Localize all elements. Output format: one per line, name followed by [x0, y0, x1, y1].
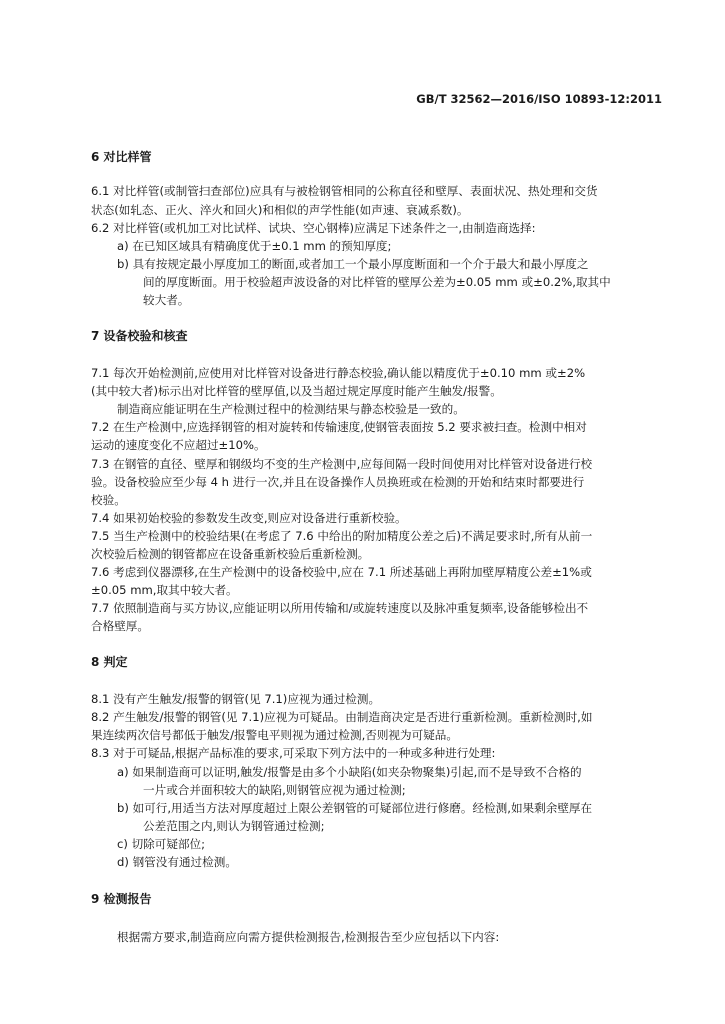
item-8-3-a-line-2: 一片或合并面积较大的缺陷,则钢管应视为通过检测; [143, 783, 406, 797]
clause-6-2: 6.2 对比样管(或机加工对比试样、试块、空心钢棒)应满足下述条件之一,由制造商选择: [91, 221, 536, 235]
clause-7-7-line-1: 7.7 依照制造商与买方协议,应能证明以所用传输和/或旋转速度以及脉冲重复频率,设备能够检出不 [91, 601, 589, 615]
clause-7-1-paragraph-2: 制造商应能证明在生产检测过程中的检测结果与静态校验是一致的。 [117, 402, 465, 416]
item-8-3-d: d) 钢管没有通过检测。 [117, 855, 237, 869]
clause-7-1-line-2: (其中较大者)标示出对比样管的壁厚值,以及当超过规定厚度时能产生触发/报警。 [91, 384, 502, 398]
clause-7-3-line-2: 验。设备校验应至少每 4 h 进行一次,并且在设备操作人员换班或在检测的开始和结束时都要进行 [91, 475, 585, 489]
section-6-title: 6 对比样管 [91, 150, 152, 164]
clause-7-6-line-2: ±0.05 mm,取其中较大者。 [91, 583, 238, 597]
item-6-2-b-line-1: b) 具有按规定最小厚度加工的断面,或者加工一个最小厚度断面和一个介于最大和最小厚度之 [117, 257, 589, 271]
clause-7-4: 7.4 如果初始校验的参数发生改变,则应对设备进行重新校验。 [91, 511, 407, 525]
item-6-2-a: a) 在已知区域具有精确度优于±0.1 mm 的预知厚度; [117, 239, 392, 253]
clause-7-6-line-1: 7.6 考虑到仪器漂移,在生产检测中的设备校验中,应在 7.1 所述基础上再附加壁厚精度公差±1%或 [91, 565, 592, 579]
item-8-3-a-line-1: a) 如果制造商可以证明,触发/报警是由多个小缺陷(如夹杂物聚集)引起,而不是导致不合格的 [117, 765, 582, 779]
section-7-title: 7 设备校验和核查 [91, 329, 188, 343]
item-6-2-b-line-2: 间的厚度断面。用于校验超声波设备的对比样管的壁厚公差为±0.05 mm 或±0.2%,取其中 [143, 275, 611, 289]
clause-8-2-line-2: 果连续两次信号都低于触发/报警电平则视为通过检测,否则视为可疑品。 [91, 728, 459, 742]
item-8-3-c: c) 切除可疑部位; [117, 837, 206, 851]
section-8-title: 8 判定 [91, 655, 128, 669]
clause-7-3-line-1: 7.3 在钢管的直径、壁厚和钢级均不变的生产检测中,应每间隔一段时间使用对比样管对设备进行校 [91, 457, 593, 471]
clause-7-2-line-2: 运动的速度变化不应超过±10%。 [91, 438, 266, 452]
clause-6-1-line-1: 6.1 对比样管(或制管扫查部位)应具有与被检钢管相同的公称直径和壁厚、表面状况、热处理和交货 [91, 184, 598, 198]
clause-7-2-line-1: 7.2 在生产检测中,应选择钢管的相对旋转和传输速度,使钢管表面按 5.2 要求被扫查。检测中相对 [91, 420, 587, 434]
clause-7-7-line-2: 合格壁厚。 [91, 619, 149, 633]
clause-9-intro: 根据需方要求,制造商应向需方提供检测报告,检测报告至少应包括以下内容: [117, 930, 500, 944]
clause-8-3: 8.3 对于可疑品,根据产品标准的要求,可采取下列方法中的一种或多种进行处理: [91, 746, 496, 760]
clause-6-1-line-2: 状态(如轧态、正火、淬火和回火)和相似的声学性能(如声速、衰减系数)。 [91, 203, 469, 217]
standard-code: GB/T 32562—2016/ISO 10893-12:2011 [416, 92, 662, 106]
clause-8-1: 8.1 没有产生触发/报警的钢管(见 7.1)应视为通过检测。 [91, 692, 381, 706]
item-8-3-b-line-2: 公差范围之内,则认为钢管通过检测; [143, 819, 325, 833]
clause-7-1-line-1: 7.1 每次开始检测前,应使用对比样管对设备进行静态校验,确认能以精度优于±0.10 mm 或±2% [91, 366, 586, 380]
item-8-3-b-line-1: b) 如可行,用适当方法对厚度超过上限公差钢管的可疑部位进行修磨。经检测,如果剩余壁厚在 [117, 801, 593, 815]
item-6-2-b-line-3: 较大者。 [143, 293, 190, 307]
section-9-title: 9 检测报告 [91, 892, 152, 906]
clause-7-5-line-2: 次校验后检测的钢管都应在设备重新校验后重新检测。 [91, 547, 370, 561]
clause-8-2-line-1: 8.2 产生触发/报警的钢管(见 7.1)应视为可疑品。由制造商决定是否进行重新检测。重新检测时,如 [91, 710, 593, 724]
clause-7-5-line-1: 7.5 当生产检测中的校验结果(在考虑了 7.6 中给出的附加精度公差之后)不满足要求时,所有从前一 [91, 529, 593, 543]
clause-7-3-line-3: 校验。 [91, 493, 126, 507]
